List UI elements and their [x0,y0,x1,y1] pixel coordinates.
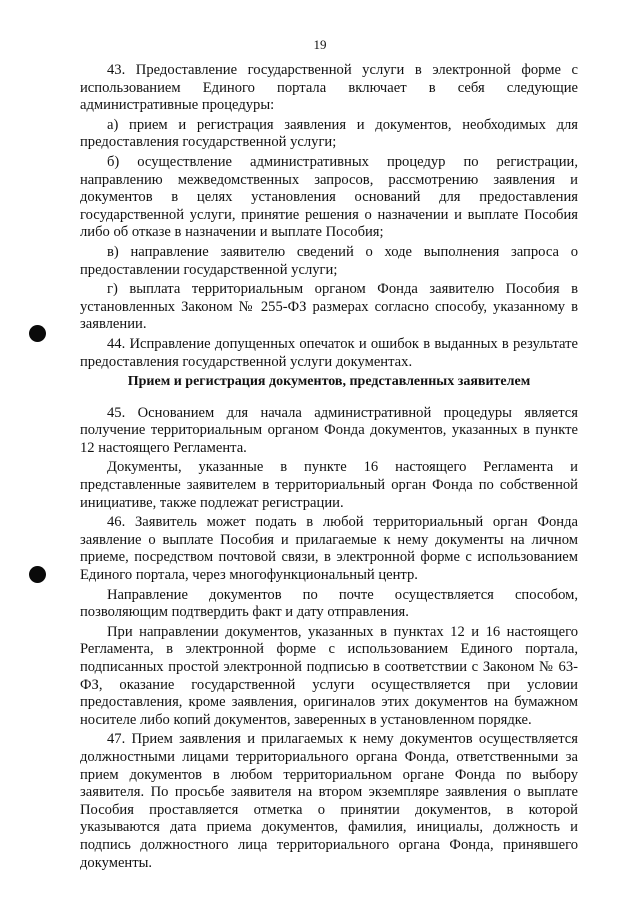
page-number: 19 [313,37,327,52]
paragraph: 47. Прием заявления и прилагаемых к нему документов осуществляется должностными лицами территориального органа Фонда, ответственными за прием документов в любом территориальном органе Фонда по выбору заявителя. По просьбе заявителя на втором экземпляре заявления о выплате Пособия проставляется отметка о принятии документов, в которой указываются дата приема документов, фамилия, инициалы, должность и подпись должностного лица территориального органа Фонда, принявшего документы. [80,731,578,871]
punch-hole-lower [29,566,46,583]
paragraph: Направление документов по почте осуществляется способом, позволяющим подтвердить факт и дату отправления. [80,586,578,621]
paragraph: 46. Заявитель может подать в любой территориальный орган Фонда заявление о выплате Пособия и прилагаемые к нему документы на личном приеме, посредством почтовой связи, в электронной форме с использованием Единого портала, через многофункциональный центр. [80,514,578,584]
section-heading: Прием и регистрация документов, представленных заявителем [127,374,531,390]
punch-hole-upper [29,325,46,342]
paragraph: а) прием и регистрация заявления и документов, необходимых для предоставления государственной услуги; [80,116,578,151]
paragraph: б) осуществление административных процедур по регистрации, направлению межведомственных запросов, рассмотрению заявления и документов в целях установления оснований для предоставления государственной услуги, принятие решения о назначении и выплате Пособия либо об отказе в назначении и выплате Пособия; [80,153,578,241]
paragraph: 44. Исправление допущенных опечаток и ошибок в выданных в результате предоставления государственной услуги документах. [80,335,578,370]
paragraph: При направлении документов, указанных в пунктах 12 и 16 настоящего Регламента, в электронной форме с использованием Единого портала, подписанных простой электронной подписью в соответствии с Законом № 63-ФЗ, оказание государственной услуги осуществляется при условии предоставления, кроме заявления, оригиналов этих документов на бумажном носителе либо копий документов, заверенных в установленном порядке. [80,623,578,728]
document-body [80,62,578,872]
paragraph: в) направление заявителю сведений о ходе выполнения запроса о предоставлении государственной услуги; [80,243,578,278]
paragraph: Документы, указанные в пункте 16 настоящего Регламента и представленные заявителем в территориальный орган Фонда по собственной инициативе, также подлежат регистрации. [80,459,578,511]
paragraph: 45. Основанием для начала административной процедуры является получение территориальным органом Фонда документов, указанных в пункте 12 настоящего Регламента. [80,404,578,456]
paragraph: г) выплата территориальным органом Фонда заявителю Пособия в установленных Законом № 255-ФЗ размерах согласно способу, указанному в заявлении. [80,281,578,333]
paragraph: 43. Предоставление государственной услуги в электронной форме с использованием Единого портала включает в себя следующие административные процедуры: [80,62,578,114]
